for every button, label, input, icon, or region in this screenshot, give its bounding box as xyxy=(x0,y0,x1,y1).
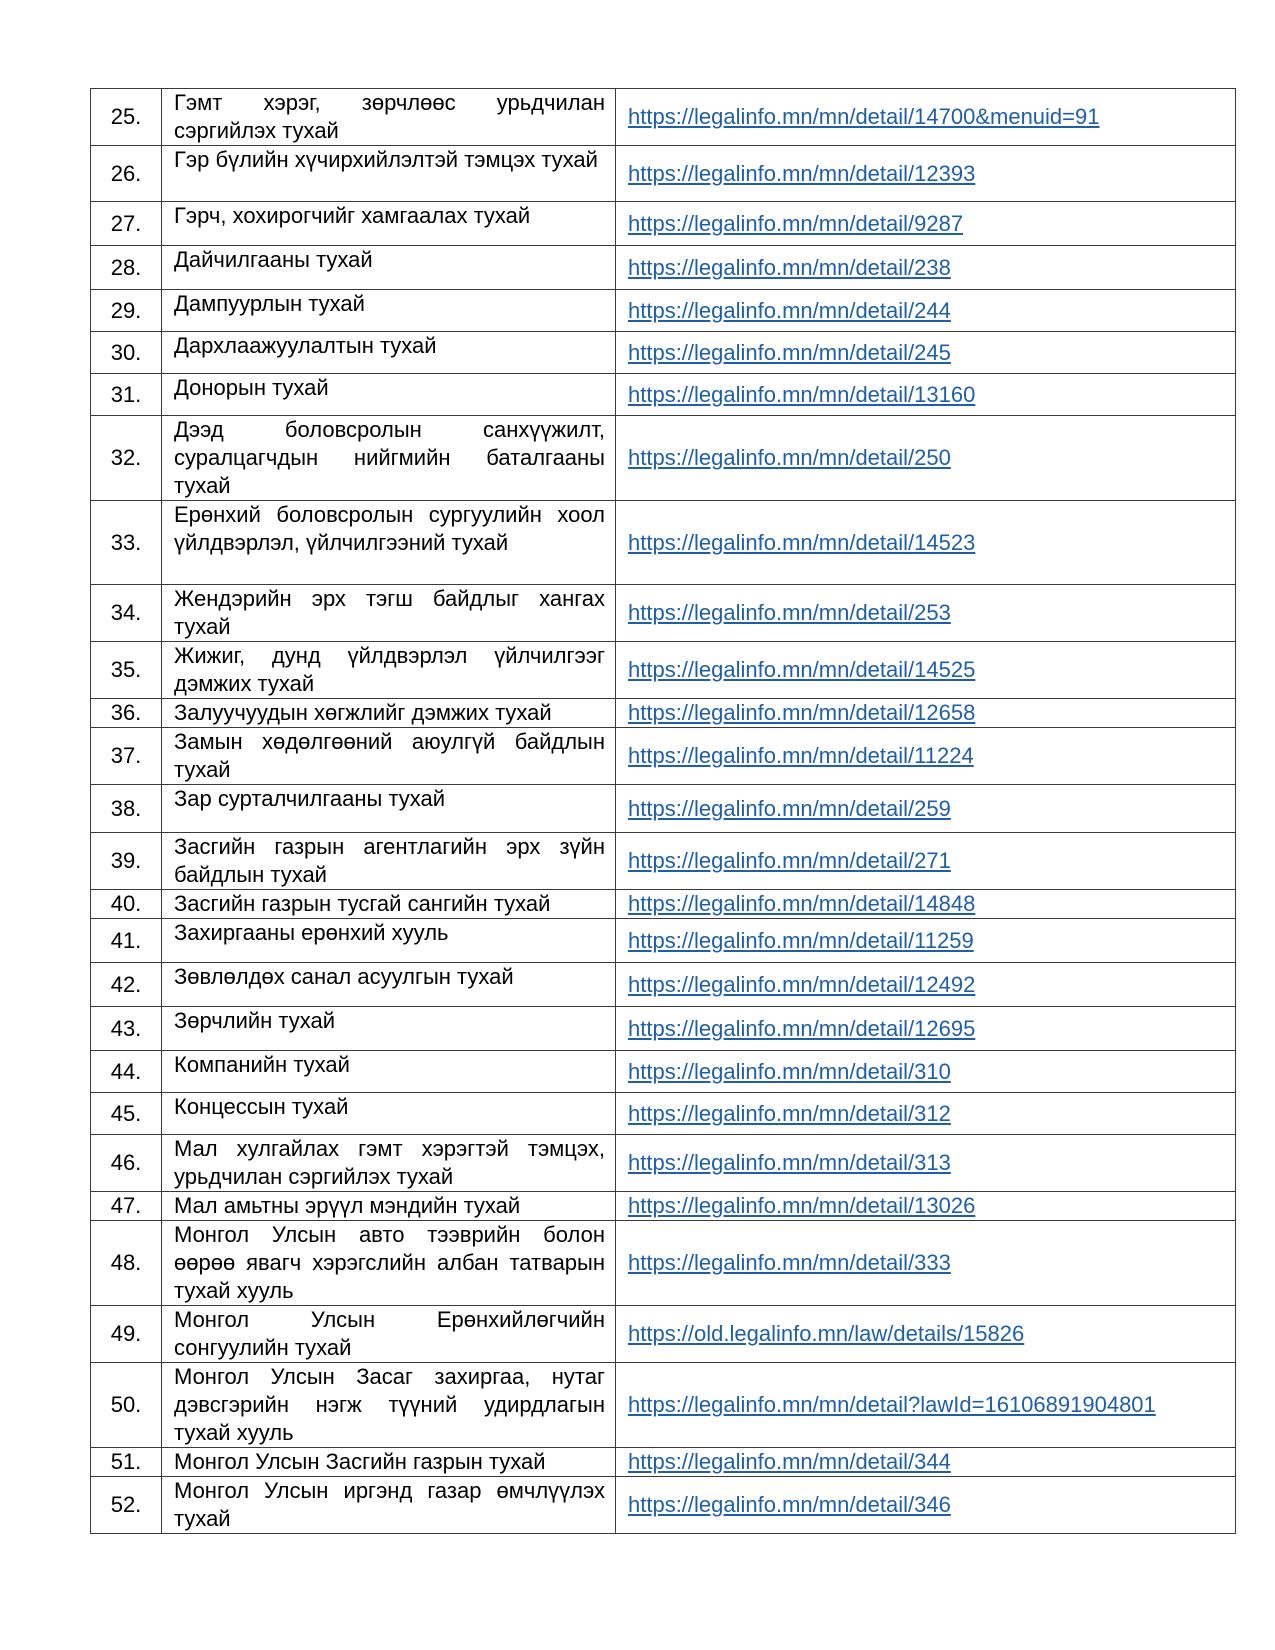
table-row xyxy=(91,146,1236,202)
law-link[interactable]: https://legalinfo.mn/mn/detail/250 xyxy=(628,445,951,470)
table-row xyxy=(91,332,1236,374)
laws-table-body xyxy=(91,89,1236,1534)
law-title: Жендэрийн эрх тэгш байдлыг хангах тухай xyxy=(162,585,616,642)
law-title: Монгол Улсын Засгийн газрын тухай xyxy=(162,1448,616,1477)
row-number: 50. xyxy=(91,1363,162,1448)
law-title: Дампуурлын тухай xyxy=(162,290,616,332)
law-link[interactable]: https://legalinfo.mn/mn/detail/313 xyxy=(628,1150,951,1175)
law-link[interactable]: https://legalinfo.mn/mn/detail/12695 xyxy=(628,1015,976,1041)
law-title: Зөвлөлдөх санал асуулгын тухай xyxy=(162,963,616,1007)
law-link[interactable]: https://legalinfo.mn/mn/detail/14523 xyxy=(628,529,976,555)
table-row xyxy=(91,1306,1236,1363)
law-title: Зар сурталчилгааны тухай xyxy=(162,785,616,833)
table-row xyxy=(91,374,1236,416)
law-title: Монгол Улсын Засаг захиргаа, нутаг дэвсгэрийн нэгж түүний удирдлагын тухай хууль xyxy=(162,1363,616,1448)
law-link[interactable]: https://legalinfo.mn/mn/detail/312 xyxy=(628,1100,951,1126)
table-row xyxy=(91,642,1236,699)
table-row xyxy=(91,699,1236,728)
table-row xyxy=(91,290,1236,332)
row-number: 31. xyxy=(91,374,162,416)
table-row xyxy=(91,1135,1236,1192)
table-row xyxy=(91,919,1236,963)
row-number: 47. xyxy=(91,1192,162,1221)
table-row xyxy=(91,1051,1236,1093)
table-row xyxy=(91,963,1236,1007)
law-link[interactable]: https://legalinfo.mn/mn/detail/14700&menuid=91 xyxy=(628,104,1100,129)
row-number: 45. xyxy=(91,1093,162,1135)
table-row xyxy=(91,833,1236,890)
row-number: 42. xyxy=(91,963,162,1007)
law-link[interactable]: https://legalinfo.mn/mn/detail/13026 xyxy=(628,1193,976,1218)
table-row xyxy=(91,1477,1236,1534)
row-number: 48. xyxy=(91,1221,162,1306)
table-row xyxy=(91,1007,1236,1051)
row-number: 34. xyxy=(91,585,162,642)
table-row xyxy=(91,1363,1236,1448)
row-number: 30. xyxy=(91,332,162,374)
row-number: 41. xyxy=(91,919,162,963)
law-link[interactable]: https://legalinfo.mn/mn/detail/11259 xyxy=(628,927,974,953)
table-row xyxy=(91,1093,1236,1135)
law-title: Донорын тухай xyxy=(162,374,616,416)
law-title: Дархлаажуулалтын тухай xyxy=(162,332,616,374)
law-title: Компанийн тухай xyxy=(162,1051,616,1093)
law-link[interactable]: https://old.legalinfo.mn/law/details/15826 xyxy=(628,1321,1025,1346)
law-title: Мал амьтны эрүүл мэндийн тухай xyxy=(162,1192,616,1221)
law-link[interactable]: https://legalinfo.mn/mn/detail/238 xyxy=(628,254,951,280)
row-number: 26. xyxy=(91,146,162,202)
table-row xyxy=(91,1192,1236,1221)
law-title: Дээд боловсролын санхүүжилт, суралцагчдын нийгмийн баталгааны тухай xyxy=(162,416,616,501)
table-row xyxy=(91,785,1236,833)
law-link[interactable]: https://legalinfo.mn/mn/detail/271 xyxy=(628,848,951,873)
row-number: 40. xyxy=(91,890,162,919)
table-row xyxy=(91,89,1236,146)
law-link[interactable]: https://legalinfo.mn/mn/detail/14525 xyxy=(628,657,976,682)
row-number: 52. xyxy=(91,1477,162,1534)
law-link[interactable]: https://legalinfo.mn/mn/detail/245 xyxy=(628,339,951,365)
row-number: 29. xyxy=(91,290,162,332)
law-title: Засгийн газрын агентлагийн эрх зүйн байдлын тухай xyxy=(162,833,616,890)
table-row xyxy=(91,1221,1236,1306)
law-link[interactable]: https://legalinfo.mn/mn/detail/14848 xyxy=(628,891,976,916)
law-title: Гэрч, хохирогчийг хамгаалах тухай xyxy=(162,202,616,246)
row-number: 25. xyxy=(91,89,162,146)
law-title: Монгол Улсын авто тээврийн болон өөрөө явагч хэрэгслийн албан татварын тухай хууль xyxy=(162,1221,616,1306)
law-link[interactable]: https://legalinfo.mn/mn/detail/253 xyxy=(628,600,951,625)
row-number: 49. xyxy=(91,1306,162,1363)
laws-table xyxy=(90,88,1236,1534)
row-number: 46. xyxy=(91,1135,162,1192)
law-link[interactable]: https://legalinfo.mn/mn/detail/259 xyxy=(628,795,951,821)
law-link[interactable]: https://legalinfo.mn/mn/detail/12492 xyxy=(628,971,976,997)
law-link[interactable]: https://legalinfo.mn/mn/detail/346 xyxy=(628,1492,951,1517)
law-link[interactable]: https://legalinfo.mn/mn/detail/333 xyxy=(628,1250,951,1275)
row-number: 36. xyxy=(91,699,162,728)
law-title: Захиргааны ерөнхий хууль xyxy=(162,919,616,963)
table-row xyxy=(91,728,1236,785)
law-title: Монгол Улсын Ерөнхийлөгчийн сонгуулийн тухай xyxy=(162,1306,616,1363)
table-row xyxy=(91,890,1236,919)
law-title: Замын хөдөлгөөний аюулгүй байдлын тухай xyxy=(162,728,616,785)
law-title: Монгол Улсын иргэнд газар өмчлүүлэх тухай xyxy=(162,1477,616,1534)
row-number: 28. xyxy=(91,246,162,290)
table-row xyxy=(91,501,1236,585)
table-row xyxy=(91,1448,1236,1477)
law-title: Гэр бүлийн хүчирхийлэлтэй тэмцэх тухай xyxy=(162,146,616,202)
row-number: 43. xyxy=(91,1007,162,1051)
row-number: 32. xyxy=(91,416,162,501)
law-link[interactable]: https://legalinfo.mn/mn/detail/12393 xyxy=(628,160,976,186)
law-link[interactable]: https://legalinfo.mn/mn/detail/310 xyxy=(628,1058,951,1084)
law-title: Зөрчлийн тухай xyxy=(162,1007,616,1051)
law-title: Гэмт хэрэг, зөрчлөөс урьдчилан сэргийлэх тухай xyxy=(162,89,616,146)
table-row xyxy=(91,246,1236,290)
row-number: 27. xyxy=(91,202,162,246)
law-title: Засгийн газрын тусгай сангийн тухай xyxy=(162,890,616,919)
law-title: Концессын тухай xyxy=(162,1093,616,1135)
row-number: 38. xyxy=(91,785,162,833)
law-title: Мал хулгайлах гэмт хэрэгтэй тэмцэх, урьдчилан сэргийлэх тухай xyxy=(162,1135,616,1192)
table-row xyxy=(91,202,1236,246)
law-link[interactable]: https://legalinfo.mn/mn/detail/9287 xyxy=(628,210,964,236)
row-number: 51. xyxy=(91,1448,162,1477)
law-link[interactable]: https://legalinfo.mn/mn/detail/11224 xyxy=(628,743,974,768)
law-link[interactable]: https://legalinfo.mn/mn/detail/12658 xyxy=(628,700,976,725)
law-title: Ерөнхий боловсролын сургуулийн хоол үйлдвэрлэл, үйлчилгээний тухай xyxy=(162,501,616,585)
law-link[interactable]: https://legalinfo.mn/mn/detail/13160 xyxy=(628,381,976,407)
law-title: Залуучуудын хөгжлийг дэмжих тухай xyxy=(162,699,616,728)
row-number: 37. xyxy=(91,728,162,785)
law-link[interactable]: https://legalinfo.mn/mn/detail/344 xyxy=(628,1449,951,1474)
table-row xyxy=(91,585,1236,642)
law-title: Жижиг, дунд үйлдвэрлэл үйлчилгээг дэмжих тухай xyxy=(162,642,616,699)
row-number: 33. xyxy=(91,501,162,585)
row-number: 39. xyxy=(91,833,162,890)
row-number: 44. xyxy=(91,1051,162,1093)
table-row xyxy=(91,416,1236,501)
row-number: 35. xyxy=(91,642,162,699)
law-link[interactable]: https://legalinfo.mn/mn/detail?lawId=16106891904801 xyxy=(628,1392,1156,1417)
law-title: Дайчилгааны тухай xyxy=(162,246,616,290)
law-link[interactable]: https://legalinfo.mn/mn/detail/244 xyxy=(628,297,951,323)
